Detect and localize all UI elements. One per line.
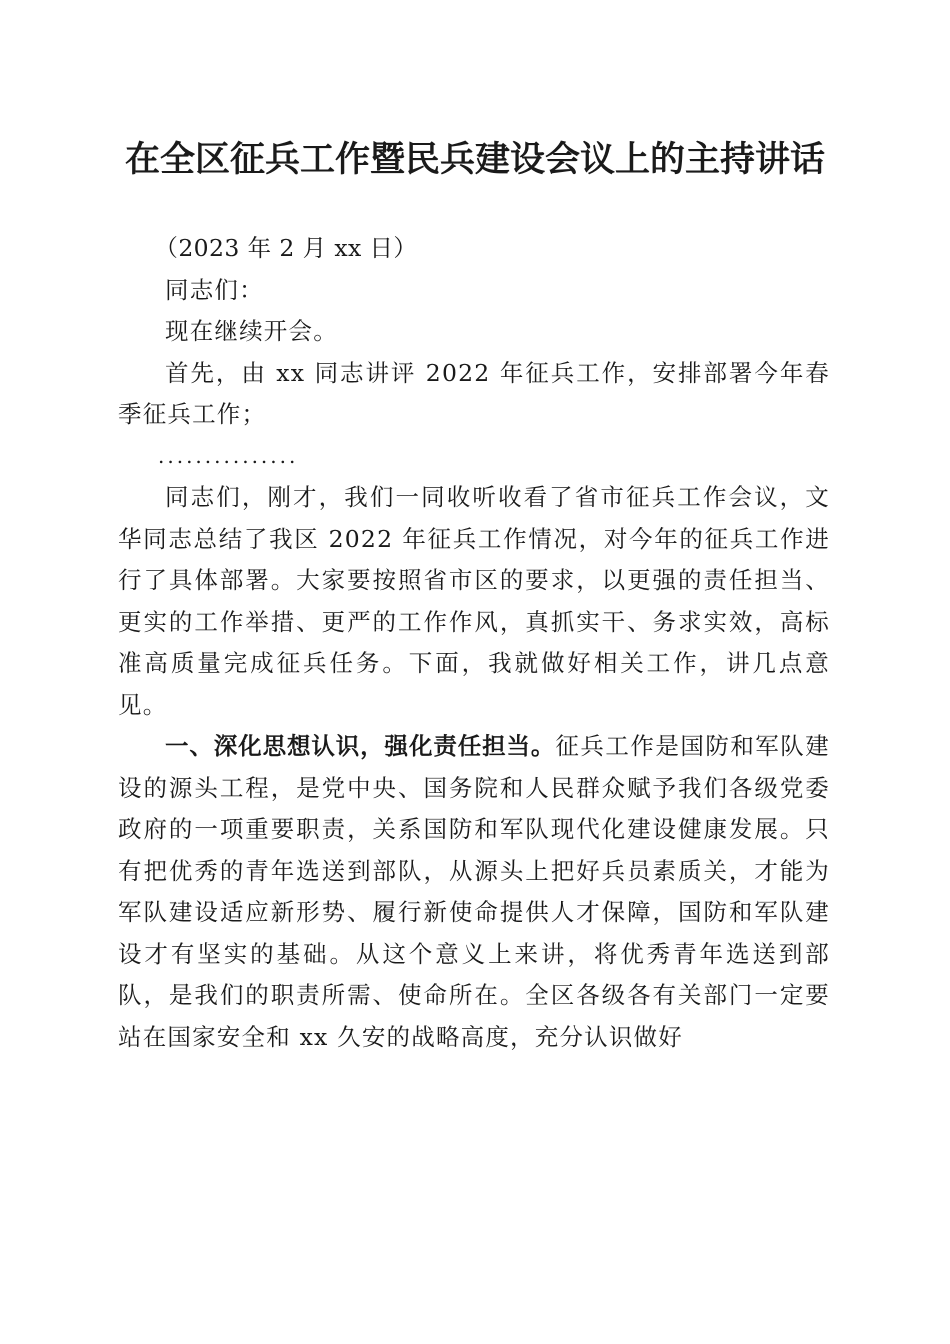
date-line: （2023 年 2 月 xx 日） [154,234,418,262]
paragraph-summary: 同志们，刚才，我们一同收听收看了省市征兵工作会议，文华同志总结了我区 2022 年征兵工作情况，对今年的征兵工作进行了具体部署。大家要按照省市区的要求，以更强的责任担当、更实的工作举措、更严的工作作风，真抓实干、务求实效，高标准高质量完成征兵任务。下面，我就做好相关工作，讲几点意见。 [118,483,830,719]
document-title: 在全区征兵工作暨民兵建设会议上的主持讲话 [124,140,825,180]
salutation: 同志们： [165,275,264,304]
ellipsis-separator: ............... [158,443,299,468]
section-1-body: 征兵工作是国防和军队建设的源头工程，是党中央、国务院和人民群众赋予我们各级党委政府的一项重要职责，关系国防和军队现代化建设健康发展。只有把优秀的青年选送到部队，从源头上把好兵员素质关，才能为军队建设适应新形势、履行新使命提供人才保障，国防和军队建设才有坚实的基础。从这个意义上来讲，将优秀青年选送到部队，是我们的职责所需、使命所在。全区各级各有关部门一定要站在国家安全和 xx 久安的战略高度，充分认识做好 [118,732,831,1051]
section-1-heading: 一、深化思想认识，强化责任担当。 [165,732,556,760]
document-body [118,228,830,1058]
paragraph-continue-meeting: 现在继续开会。 [165,317,338,345]
paragraph-agenda-first: 首先，由 xx 同志讲评 2022 年征兵工作，安排部署今年春季征兵工作； [118,358,830,428]
paragraph-section-1 [118,726,830,1058]
